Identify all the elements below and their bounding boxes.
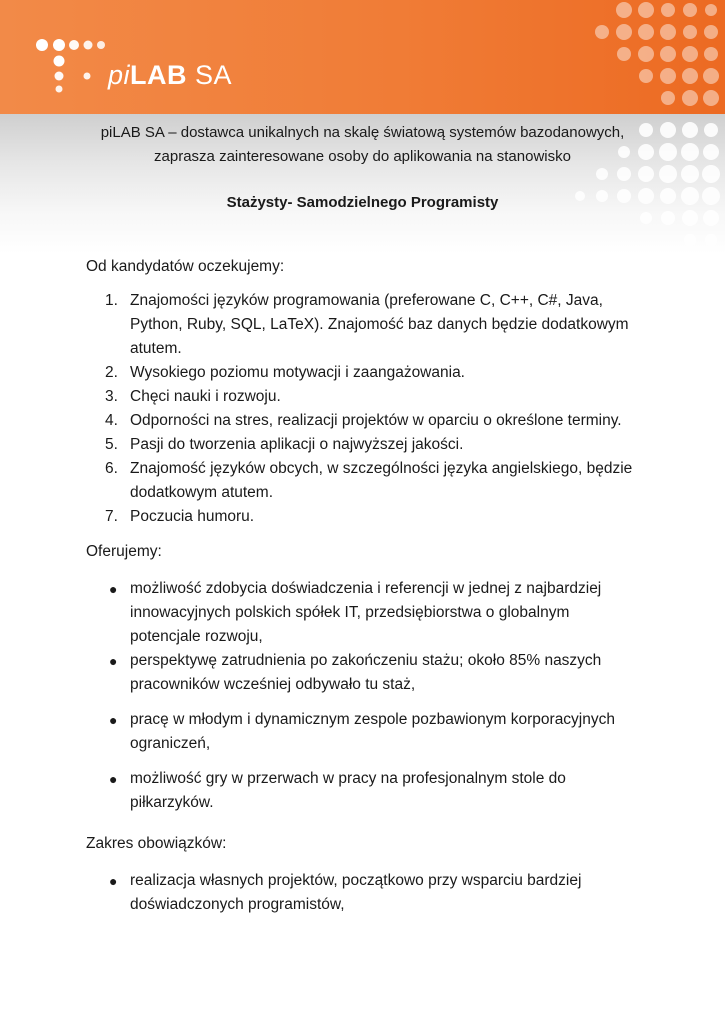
item-line: pracowników wcześniej odbywało tu staż, [130,676,416,693]
logo-sa: SA [195,60,233,90]
requirement-item [86,433,646,457]
item-line: Python, Ruby, SQL, LaTeX). Znajomość baz danych będzie dodatkowym [130,316,629,333]
requirement-item [86,457,646,505]
offer-item [86,649,646,697]
item-line: Pasji do tworzenia aplikacji o najwyższej jakości. [130,436,464,453]
item-line: Znajomość języków obcych, w szczególności języka angielskiego, będzie [130,460,633,477]
item-number: 4. [105,412,118,429]
requirement-item [86,409,646,433]
item-line: perspektywę zatrudnienia po zakończeniu stażu; około 85% naszych [130,652,602,669]
item-line: piłkarzyków. [130,794,214,811]
requirement-item [86,385,646,409]
item-number: 6. [105,460,118,477]
bullet-icon: ● [109,771,118,787]
offer-item [86,708,646,756]
bullet-icon: ● [109,873,118,889]
item-line: realizacja własnych projektów, początkowo przy wsparciu bardziej [130,872,582,889]
item-line: Chęci nauki i rozwoju. [130,388,281,405]
item-line: doświadczonych programistów, [130,896,345,913]
offer-heading: Oferujemy: [86,543,162,560]
item-line: pracę w młodym i dynamicznym zespole pozbawionym korporacyjnych [130,711,615,728]
intro-text [60,121,665,169]
item-number: 7. [105,508,118,525]
item-number: 3. [105,388,118,405]
item-line: możliwość zdobycia doświadczenia i referencji w jednej z najbardziej [130,580,602,597]
duty-item [86,869,646,917]
offer-item [86,767,646,815]
item-line: Odporności na stres, realizacji projektów w oparciu o określone terminy. [130,412,622,429]
requirements-list [86,289,646,529]
item-line: potencjale rozwoju, [130,628,263,645]
requirement-item [86,289,646,361]
item-line: możliwość gry w przerwach w pracy na profesjonalnym stole do [130,770,566,787]
bullet-icon: ● [109,653,118,669]
item-line: dodatkowym atutem. [130,484,274,501]
item-line: ograniczeń, [130,735,211,752]
requirement-item [86,361,646,385]
position-title: Stażysty- Samodzielnego Programisty [226,194,499,211]
bullet-icon: ● [109,581,118,597]
item-line: Znajomości języków programowania (preferowane C, C++, C#, Java, [130,292,603,309]
item-number: 2. [105,364,118,381]
duties-heading: Zakres obowiązków: [86,835,227,852]
item-line: innowacyjnych polskich spółek IT, przedsiębiorstwa o globalnym [130,604,570,621]
logo-pi: pi [108,60,131,90]
duties-list [86,869,646,917]
requirement-item [86,505,646,529]
requirements-heading: Od kandydatów oczekujemy: [86,258,285,275]
item-line: atutem. [130,340,182,357]
logo-lab: LAB [130,60,188,90]
item-line: Poczucia humoru. [130,508,255,525]
bullet-icon: ● [109,712,118,728]
item-line: Wysokiego poziomu motywacji i zaangażowania. [130,364,465,381]
item-number: 5. [105,436,118,453]
item-number: 1. [105,292,118,309]
intro-line: piLAB SA – dostawca unikalnych na skalę światową systemów bazodanowych, [100,124,625,141]
offer-item [86,577,646,649]
offer-list [86,577,646,815]
intro-line: zaprasza zainteresowane osoby do aplikowania na stanowisko [154,148,571,165]
